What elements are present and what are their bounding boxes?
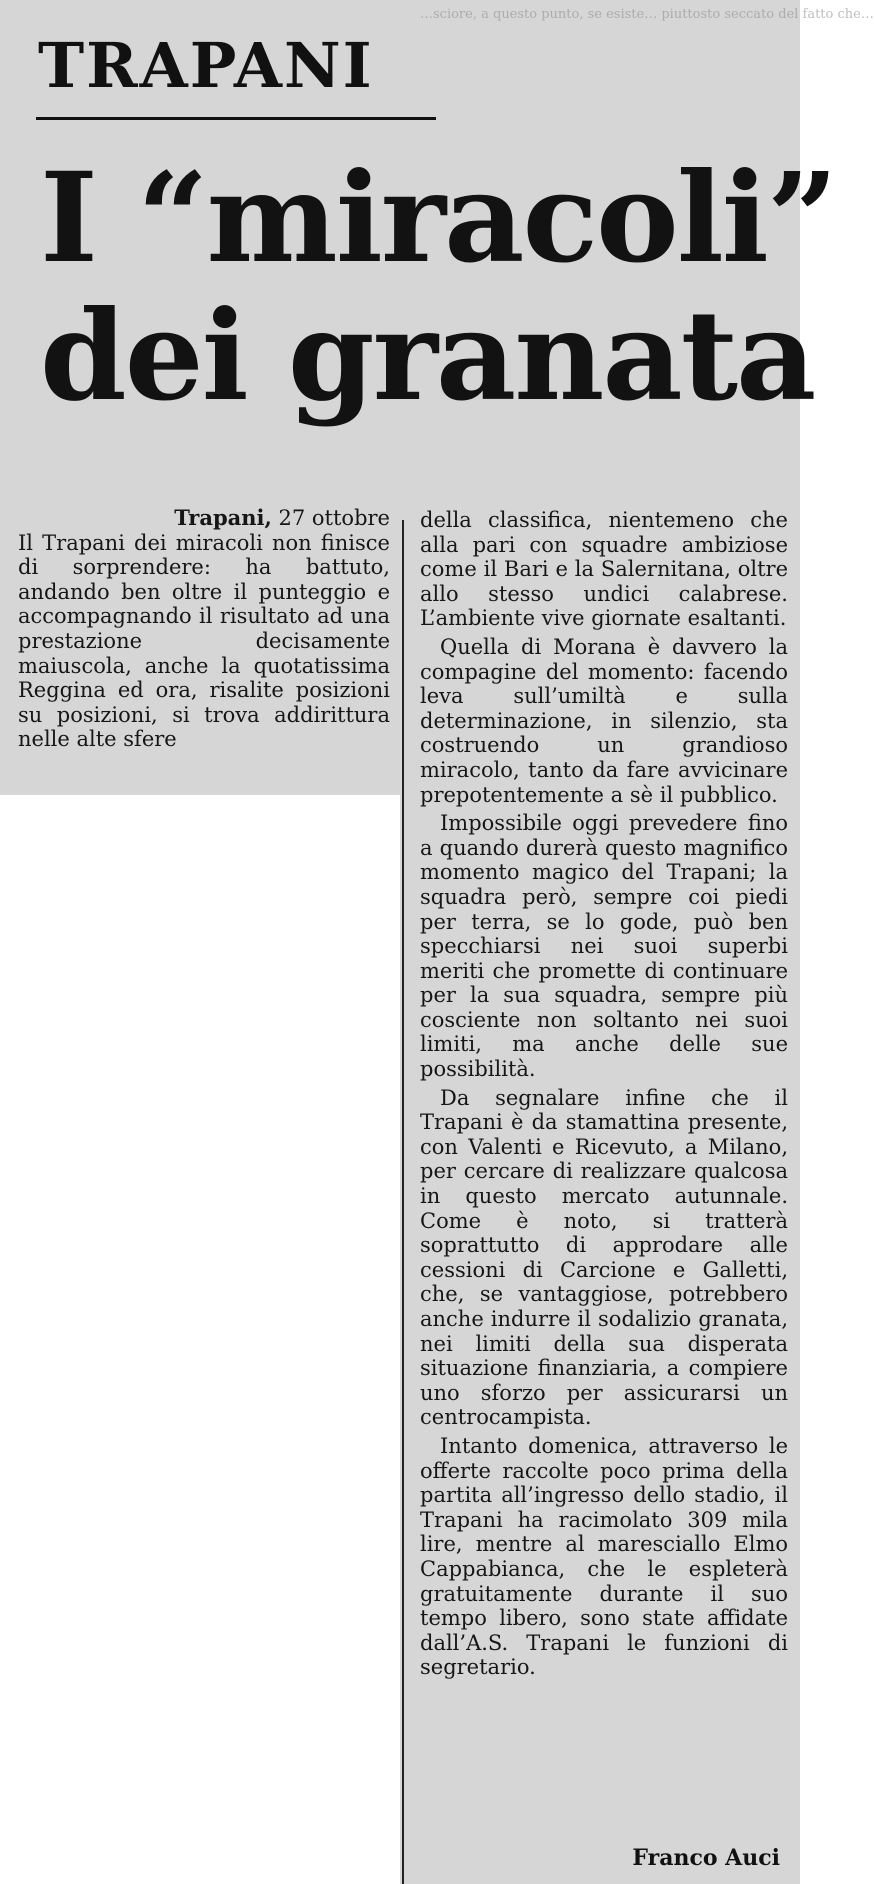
article-paragraph: Impossibile oggi prevedere fino a quando durerà questo magnifico momento magico del Trapani; la squadra però, sempre coi piedi per terra, se lo gode, può ben specchiarsi nei suoi superbi meriti che promette di continuare per la sua squadra, sempre più cosciente non soltanto nei suoi limiti, ma anche delle sue possibilità. (420, 811, 788, 1082)
headline (40, 146, 837, 429)
article-column-right (420, 508, 788, 1684)
dateline (18, 506, 390, 531)
article-paragraph: Quella di Morana è davvero la compagine del momento: facendo leva sull’umiltà e sulla determinazione, in silenzio, sta costruendo un grandioso miracolo, tanto da fare avvicinare prepotentemente a sè il pubblico. (420, 634, 788, 807)
dateline-place: Trapani, (174, 505, 272, 530)
article-column-left (18, 506, 390, 756)
headline-line-2: dei granata (40, 284, 815, 429)
article-paragraph: Da segnalare infine che il Trapani è da stamattina presente, con Valenti e Ricevuto, a Milano, per cercare di realizzare qualcosa in questo mercato autunnale. Come è noto, si tratterà soprattutto di approdare alle cessioni di Carcione e Galletti, che, se vantaggiose, potrebbero anche indurre il sodalizio granata, nei limiti della sua disperata situazione finanziaria, a compiere uno sforzo per assicurarsi un centrocampista. (420, 1085, 788, 1430)
article-paragraph: Il Trapani dei miracoli non finisce di sorprendere: ha battuto, andando ben oltre il punteggio e accompagnando il risultato ad una prestazione decisamente maiuscola, anche la quotatissima Reggina ed ora, risalite posizioni su posizioni, si trova addirittura nelle alte sfere (18, 530, 390, 752)
article-paragraph: della classifica, nientemeno che alla pari con squadre ambiziose come il Bari e la Salernitana, oltre allo stesso undici calabrese. L’ambiente vive giornate esaltanti. (420, 508, 788, 631)
section-kicker: TRAPANI (38, 29, 374, 102)
article-paragraph: Intanto domenica, attraverso le offerte raccolte poco prima della partita all’ingresso dello stadio, il Trapani ha racimolato 309 mila lire, mentre al maresciallo Elmo Cappabianca, che le espleterà gratuitamente durante il suo tempo libero, sono state affidate dall’A.S. Trapani le funzioni di segretario. (420, 1433, 788, 1680)
dateline-date: 27 ottobre (278, 506, 390, 530)
bleed-through-text: …sciore, a questo punto, se esiste… piuttosto seccato del fatto che… (420, 7, 874, 22)
headline-line-1: I “miracoli” (40, 146, 837, 291)
kicker-underline (36, 117, 436, 120)
column-divider (402, 520, 404, 1884)
byline: Franco Auci (632, 1845, 780, 1871)
